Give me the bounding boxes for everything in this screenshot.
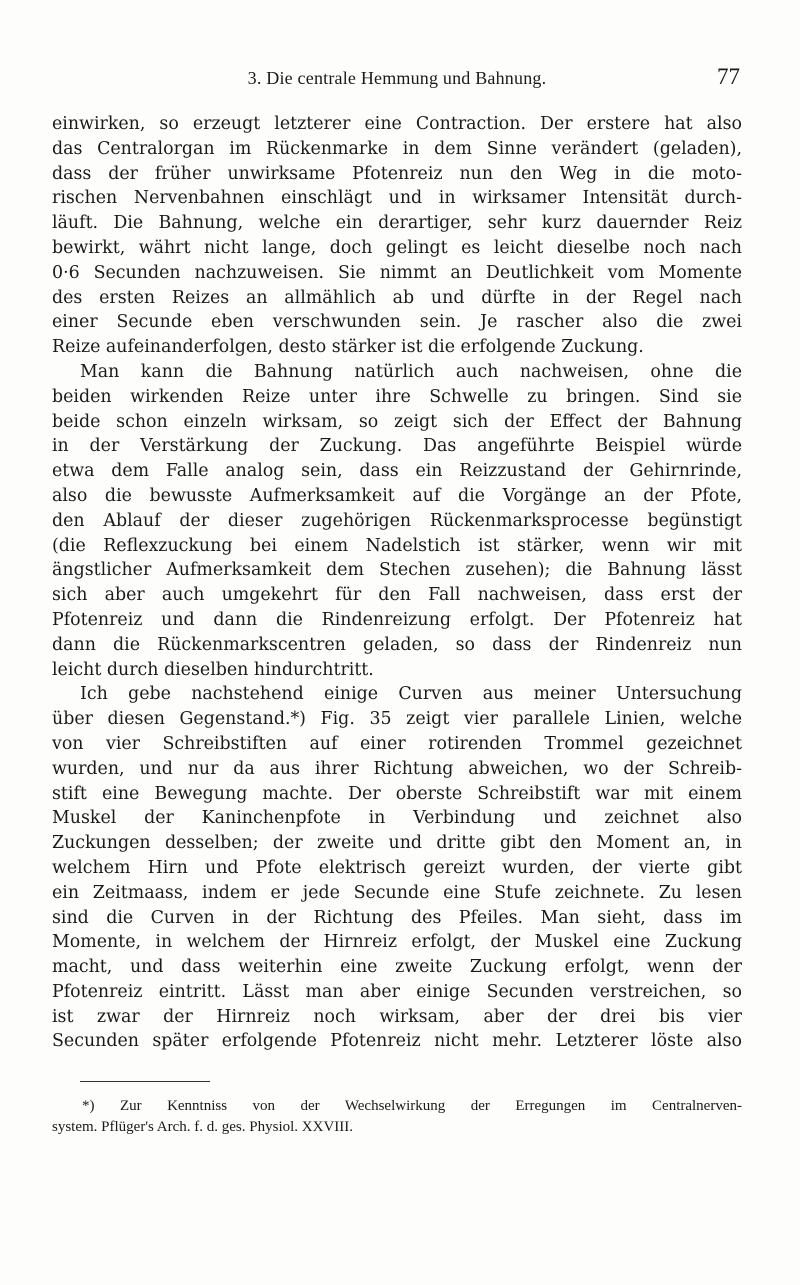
text-line: des ersten Reizes an allmählich ab und dürfte in der Regel nach	[52, 287, 742, 308]
text-line: bewirkt, währt nicht lange, doch gelingt es leicht dieselbe noch nach	[52, 237, 742, 258]
body-text	[52, 112, 742, 1054]
text-line: ist zwar der Hirnreiz noch wirksam, aber der drei bis vier	[52, 1006, 742, 1027]
text-line: Reize aufeinanderfolgen, desto stärker ist die erfolgende Zuckung.	[52, 337, 644, 358]
text-line: dann die Rückenmarkscentren geladen, so dass der Rindenreiz nun	[52, 634, 742, 655]
text-line: Man kann die Bahnung natürlich auch nachweisen, ohne die	[80, 361, 742, 382]
text-line: Zuckungen desselben; der zweite und dritte gibt den Moment an, in	[52, 833, 742, 854]
text-line: von vier Schreibstiften auf einer rotirenden Trommel gezeichnet	[52, 733, 742, 754]
text-line: einwirken, so erzeugt letzterer eine Contraction. Der erstere hat also	[52, 114, 742, 134]
text-line: 0·6 Secunden nachzuweisen. Sie nimmt an Deutlichkeit vom Momente	[52, 262, 742, 283]
text-line: sich aber auch umgekehrt für den Fall nachweisen, dass erst der	[52, 585, 742, 606]
text-line: rischen Nervenbahnen einschlägt und in wirksamer Intensität durch-	[52, 188, 742, 209]
text-line: einer Secunde eben verschwunden sein. Je rascher also die zwei	[52, 312, 742, 333]
footnote-line: system. Pflüger's Arch. f. d. ges. Physiol. XXVIII.	[52, 1119, 354, 1135]
text-line: Momente, in welchem der Hirnreiz erfolgt, der Muskel eine Zuckung	[52, 932, 742, 953]
text-line: beide schon einzeln wirksam, so zeigt sich der Effect der Bahnung	[52, 411, 742, 432]
text-line: Secunden später erfolgende Pfotenreiz nicht mehr. Letzterer löste also	[52, 1031, 742, 1052]
text-line: Muskel der Kaninchenpfote in Verbindung und zeichnet also	[52, 808, 742, 829]
text-line: sind die Curven in der Richtung des Pfeiles. Man sieht, dass im	[52, 907, 742, 928]
text-line: also die bewusste Aufmerksamkeit auf die Vorgänge an der Pfote,	[52, 485, 742, 506]
text-line: dass der früher unwirksame Pfotenreiz nun den Weg in die moto-	[52, 163, 742, 184]
text-line: über diesen Gegenstand.*) Fig. 35 zeigt vier parallele Linien, welche	[52, 709, 742, 730]
text-line: leicht durch dieselben hindurchtritt.	[52, 659, 374, 680]
text-line: ein Zeitmaass, indem er jede Secunde eine Stufe zeichnete. Zu lesen	[52, 882, 742, 903]
text-line: Pfotenreiz und dann die Rindenreizung erfolgt. Der Pfotenreiz hat	[52, 609, 742, 630]
text-line: welchem Hirn und Pfote elektrisch gereizt wurden, der vierte gibt	[52, 857, 742, 878]
text-line: in der Verstärkung der Zuckung. Das angeführte Beispiel würde	[52, 436, 742, 457]
text-line: macht, und dass weiterhin eine zweite Zuckung erfolgt, wenn der	[52, 957, 742, 978]
running-title: 3. Die centrale Hemmung und Bahnung.	[247, 68, 547, 88]
text-line: ängstlicher Aufmerksamkeit dem Stechen zusehen); die Bahnung lässt	[52, 560, 742, 581]
text-line: den Ablauf der dieser zugehörigen Rückenmarksprocesse begünstigt	[52, 510, 742, 531]
running-head	[52, 66, 742, 94]
text-line: etwa dem Falle analog sein, dass ein Reizzustand der Gehirnrinde,	[52, 461, 742, 482]
text-line: läuft. Die Bahnung, welche ein derartiger, sehr kurz dauernder Reiz	[52, 213, 742, 234]
text-line: wurden, und nur da aus ihrer Richtung abweichen, wo der Schreib-	[52, 758, 742, 779]
text-line: stift eine Bewegung machte. Der oberste Schreibstift war mit einem	[52, 783, 742, 804]
text-line: beiden wirkenden Reize unter ihre Schwelle zu bringen. Sind sie	[52, 386, 742, 407]
text-line: Ich gebe nachstehend einige Curven aus meiner Untersuchung	[80, 684, 742, 705]
text-line: das Centralorgan im Rückenmarke in dem Sinne verändert (geladen),	[52, 138, 742, 159]
page-number: 77	[717, 64, 740, 89]
footnote-line: *) Zur Kenntniss von der Wechselwirkung der Erregungen im Centralnerven-	[82, 1098, 742, 1114]
text-line: (die Reflexzuckung bei einem Nadelstich ist stärker, wenn wir mit	[52, 535, 742, 556]
footnote-divider	[80, 1081, 210, 1082]
footnote	[52, 1096, 742, 1138]
text-line: Pfotenreiz eintritt. Lässt man aber einige Secunden verstreichen, so	[52, 981, 742, 1002]
